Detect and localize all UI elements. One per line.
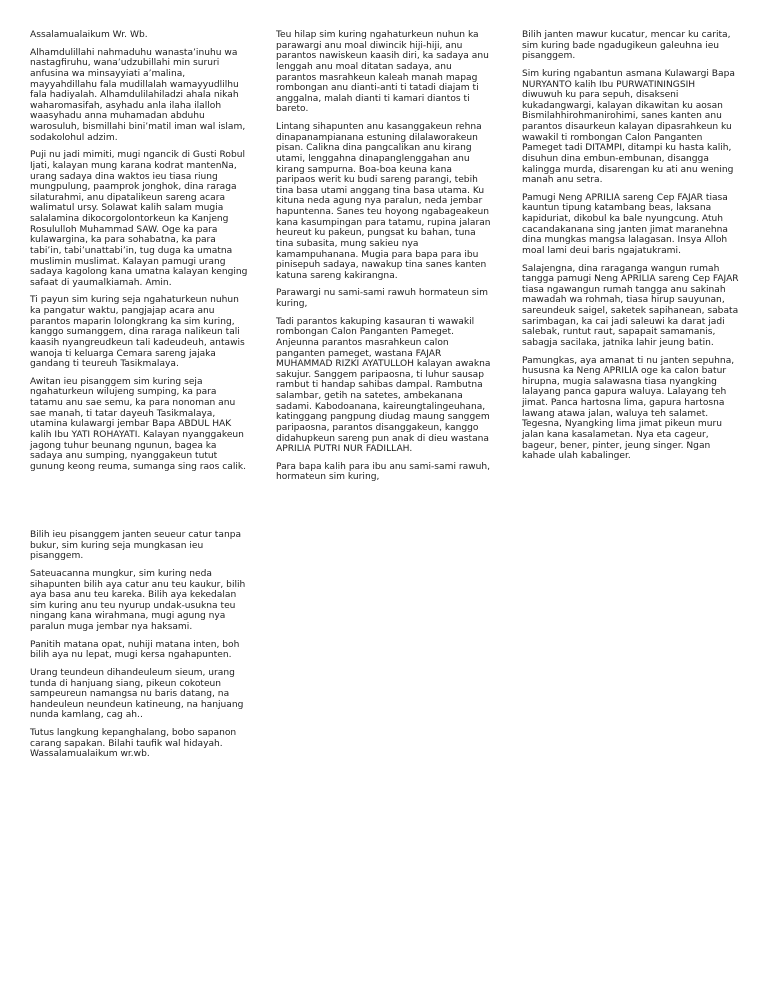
paragraph: Sim kuring ngabantun asmana Kulawargi Bapa NURYANTO kalih Ibu PURWATININGSIH diwuwuh ku para sepuh, disakseni kukadangwargi, kalayan dikawitan ku aosan Bismilahhirohmanirohimi, sanes kanten anu parantos disaurkeun kalayan dipasrahkeun ku wawakil ti rombongan Calon Panganten Pameget tadi DITAMPI, ditampi ku hasta kalih, disuhun dina embun-embunan, disangga kalingga murda, disarengan ku ati anu wening manah anu setra.: [522, 68, 735, 186]
paragraph: Bilih ieu pisanggem janten seueur catur tanpa bukur, sim kuring seja mungkasan ieu pisanggem.: [30, 530, 242, 562]
paragraph: Panitih matana opat, nuhiji matana inten, boh bilih aya nu lepat, mugi kersa ngahapunten.: [30, 639, 240, 661]
paragraph: Sateuacanna mungkur, sim kuring neda sihapunten bilih aya catur anu teu kaukur, bilih aya basa anu teu kareka. Bilih aya kekedalan sim kuring anu teu nyurup undak-usukna teu ningang kana wirahmana, mugi agung nya paralun muga jembar nya haksami.: [30, 568, 246, 632]
paragraph: Tadi parantos kakuping kasauran ti wawakil rombongan Calon Panganten Pameget. Anjeunna parantos masrahkeun calon panganten pameget, wastana FAJAR MUHAMMAD RIZKI AYATULLOH kalayan awakna sakujur. Sanggem paripaosna, ti luhur sausap rambut ti handap sahibas dampal. Rambutna salambar, getih na satetes, ambekanana sadami. Kabodoanana, kaireungtalingeuhana, katinggang pangpung diudag maung sanggem paripaosna, parantos disanggakeun, kanggo didahupkeun sareng pun anak di dieu wastana APRILIA PUTRI NUR FADILLAH.: [276, 316, 491, 455]
paragraph: Pamugi Neng APRILIA sareng Cep FAJAR tiasa kauntun tipung katambang beas, laksana kapiduriat, dikobul ka bale nyungcung. Atuh cacandakanana sing janten jimat maranehna dina mungkas mangsa lalagasan. Insya Alloh moal lami deui baris ngajatukrami.: [522, 192, 729, 256]
column-2: [276, 30, 493, 490]
paragraph: Awitan ieu pisanggem sim kuring seja ngahaturkeun wilujeng sumping, ka para tatamu anu sae semu, ka para nonoman anu sae manah, ti tatar dayeuh Tasikmalaya, utamina kulawargi jembar Bapa ABDUL HAK kalih Ibu YATI ROHAYATI. Kalayan nyanggakeun jagong tuhur beunang ngunun, bagea ka sadaya anu sumping, nyanggakeun tutut gunung keong reuma, sumanga sing raos calik.: [30, 376, 247, 472]
paragraph: Pamungkas, aya amanat ti nu janten sepuhna, hususna ka Neng APRILIA oge ka calon batur hirupna, mugia salawasna tiasa nyangking lalayang panca gapura waluya. Lalayang teh jimat. Panca hartosna lima, gapura hartosna lawang atawa jalan, waluya teh salamet. Tegesna, Nyangking lima jimat pikeun muru jalan kana kasalametan. Nya eta cageur, bageur, bener, pinter, jeung singer. Ngan kahade ulah kabalinger.: [522, 355, 735, 462]
paragraph: Assalamualaikum Wr. Wb.: [30, 30, 148, 40]
paragraph: Lintang sihapunten anu kasanggakeun rehna dinapanampianana estuning dilalaworakeun pisan. Calikna dina pangcalikan anu kirang utami, lenggahna dinapanglenggahan anu kirang sampurna. Boa-boa keuna kana paripaos werit ku budi sareng parangi, tebih tina basa utami anggang tina basa utama. Ku kituna neda agung nya paralun, neda jembar hapuntenna. Sanes teu hoyong ngabageakeun kana kasumpingan para tatamu, rupina jalaran heureut ku pakeun, pungsat ku bahan, tuna tina subasita, mung sakieu nya kamampuhanana. Mugia para bapa para ibu pinisepuh sadaya, nawakup tina sanes kanten katuna sareng kakirangna.: [276, 122, 491, 281]
column-4: [30, 530, 251, 767]
column-3: [522, 30, 740, 469]
paragraph: Puji nu jadi mimiti, mugi ngancik di Gusti Robul Ijati, kalayan mung karana kodrat mantenNa, urang sadaya dina waktos ieu tiasa riung mungpulung, paamprok jonghok, dina raraga silaturahmi, anu dipatalikeun sareng acara walimatul ursy. Solawat kalih salam mugia salalamina dikocorgolontorkeun ka Kanjeng Rosululloh Muhammad SAW. Oge ka para kulawargina, ka para sohabatna, ka para tabi’in, tabi’unattabi’in, tug duga ka umatna muslimin muslimat. Kalayan pamugi urang sadaya kagolong kana umatna kalayan kenging safaat di yaumalkiamah. Amin.: [30, 150, 248, 288]
paragraph: Teu hilap sim kuring ngahaturkeun nuhun ka parawargi anu moal diwincik hiji-hiji, anu parantos nawiskeun kaasih diri, ka sadaya anu lenggah anu moal ditatan sadaya, anu parantos masrahkeun kaleah manah mapag rombongan anu dianti-anti ti tatadi diajam ti anggalna, malah dianti ti kamari diantos ti bareto.: [276, 30, 489, 115]
paragraph: Para bapa kalih para ibu anu sami-sami rawuh, hormateun sim kuring,: [276, 461, 491, 483]
paragraph: Salajengna, dina raraganga wangun rumah tangga pamugi Neng APRILIA sareng Cep FAJAR tiasa ngawangun rumah tangga anu sakinah mawadah wa rohmah, tiasa hirup sauyunan, sareundeuk saigel, saketek sapihanean, sabata sarimbagan, ka cai jadi saleuwi ka darat jadi salebak, runtut raut, sapapait samamanis, sabagja sacilaka, jatnika lahir jeung batin.: [522, 263, 739, 348]
paragraph: Tutus langkung kepanghalang, bobo sapanon carang sapakan. Bilahi taufik wal hidayah. Wassalamualaikum wr.wb.: [30, 728, 237, 760]
paragraph: Alhamdulillahi nahmaduhu wanasta’inuhu wa nastagfiruhu, wana’udzubillahi min sururi anfusina wa minsayyiati a’malina, mayyahdillahu fala mudillalah wamayyudlilhu fala hadiyalah. Alhamdulilahiladzi ahala nikah waharomasifah, asyhadu anla ilaha ilalloh waasyhadu anna muhamadan abduhu warosuluh, bismillahi bini’matil iman wal islam, sodakolohul adzim.: [30, 47, 246, 143]
column-1: [30, 30, 251, 479]
paragraph: Bilih janten mawur kucatur, mencar ku carita, sim kuring bade ngadugikeun galeuhna ieu pisanggem.: [522, 30, 731, 62]
paragraph: Parawargi nu sami-sami rawuh hormateun sim kuring,: [276, 288, 488, 309]
paragraph: Urang teundeun dihandeuleum sieum, urang tunda di hanjuang siang, pikeun cokoteun sampeureun namangsa nu baris datang, na handeuleun neundeun katineung, na hanjuang nunda kamlang, cag ah..: [30, 667, 244, 721]
paragraph: Ti payun sim kuring seja ngahaturkeun nuhun ka pangatur waktu, pangjajap acara anu parantos maparin lolongkrang ka sim kuring, kanggo sumanggem, dina raraga nalikeun tali kaasih nyangreudkeun tali kadeudeuh, antawis wanoja ti keluarga Cemara sareng jajaka gandang ti teureuh Tasikmalaya.: [30, 295, 245, 370]
